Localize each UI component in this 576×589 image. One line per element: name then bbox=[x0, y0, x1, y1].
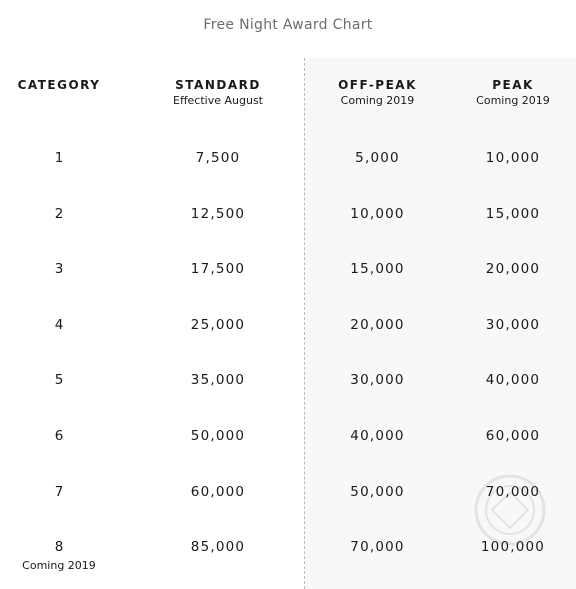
category-value: 3 bbox=[54, 261, 64, 278]
category-value: 7 bbox=[54, 483, 64, 500]
peak-cell: 30,000 bbox=[485, 316, 541, 333]
chart-title: Free Night Award Chart bbox=[203, 17, 373, 33]
off-peak-cell: 50,000 bbox=[350, 483, 405, 500]
peak-cell: 100,000 bbox=[480, 539, 546, 556]
standard-cell: 7,500 bbox=[195, 150, 241, 166]
category-cell bbox=[0, 428, 118, 444]
header-category bbox=[0, 78, 118, 93]
header-off-peak-label: OFF-PEAK bbox=[338, 78, 417, 92]
header-off-peak bbox=[305, 78, 450, 108]
header-peak bbox=[450, 78, 576, 108]
table-row bbox=[0, 307, 576, 363]
off-peak-cell: 70,000 bbox=[350, 539, 405, 556]
peak-cell: 10,000 bbox=[485, 150, 541, 166]
standard-cell: 85,000 bbox=[190, 539, 246, 556]
category-cell bbox=[0, 539, 118, 572]
category-cell bbox=[0, 206, 118, 222]
table-row bbox=[0, 140, 576, 196]
peak-cell: 70,000 bbox=[485, 483, 541, 500]
category-cell bbox=[0, 484, 118, 500]
peak-cell: 15,000 bbox=[485, 205, 541, 222]
header-category-label: CATEGORY bbox=[17, 78, 101, 92]
header-off-peak-sub: Coming 2019 bbox=[340, 94, 415, 107]
standard-cell: 25,000 bbox=[190, 316, 246, 333]
off-peak-cell: 30,000 bbox=[350, 372, 405, 389]
category-value: 6 bbox=[54, 427, 64, 444]
category-cell bbox=[0, 372, 118, 388]
standard-cell: 50,000 bbox=[190, 427, 246, 444]
table-row bbox=[0, 362, 576, 418]
category-value: 4 bbox=[54, 316, 64, 333]
header-standard-label: STANDARD bbox=[175, 78, 261, 92]
standard-cell: 12,500 bbox=[190, 205, 246, 222]
header-peak-sub: Coming 2019 bbox=[476, 94, 550, 107]
peak-cell: 20,000 bbox=[485, 261, 541, 278]
standard-cell: 35,000 bbox=[190, 372, 246, 389]
category-value: 2 bbox=[54, 205, 64, 222]
header-standard bbox=[143, 78, 293, 108]
peak-cell: 40,000 bbox=[485, 372, 541, 389]
off-peak-cell: 10,000 bbox=[350, 205, 405, 222]
table-row bbox=[0, 251, 576, 307]
category-value: 5 bbox=[54, 372, 64, 389]
category-value: 8 bbox=[54, 539, 64, 556]
table-row bbox=[0, 418, 576, 474]
category-value: 1 bbox=[54, 150, 64, 166]
off-peak-cell: 5,000 bbox=[355, 150, 400, 166]
category-note: Coming 2019 bbox=[22, 559, 96, 573]
category-cell bbox=[0, 317, 118, 333]
peak-cell: 60,000 bbox=[485, 427, 541, 444]
off-peak-cell: 40,000 bbox=[350, 427, 405, 444]
category-cell bbox=[0, 150, 118, 166]
off-peak-cell: 15,000 bbox=[350, 261, 405, 278]
standard-cell: 60,000 bbox=[190, 483, 246, 500]
table-row bbox=[0, 196, 576, 252]
watermark-stamp-icon bbox=[470, 470, 550, 550]
header-standard-sub: Effective August bbox=[173, 94, 263, 107]
header-peak-label: PEAK bbox=[492, 78, 534, 92]
category-cell bbox=[0, 261, 118, 277]
off-peak-cell: 20,000 bbox=[350, 316, 405, 333]
standard-cell: 17,500 bbox=[190, 261, 246, 278]
